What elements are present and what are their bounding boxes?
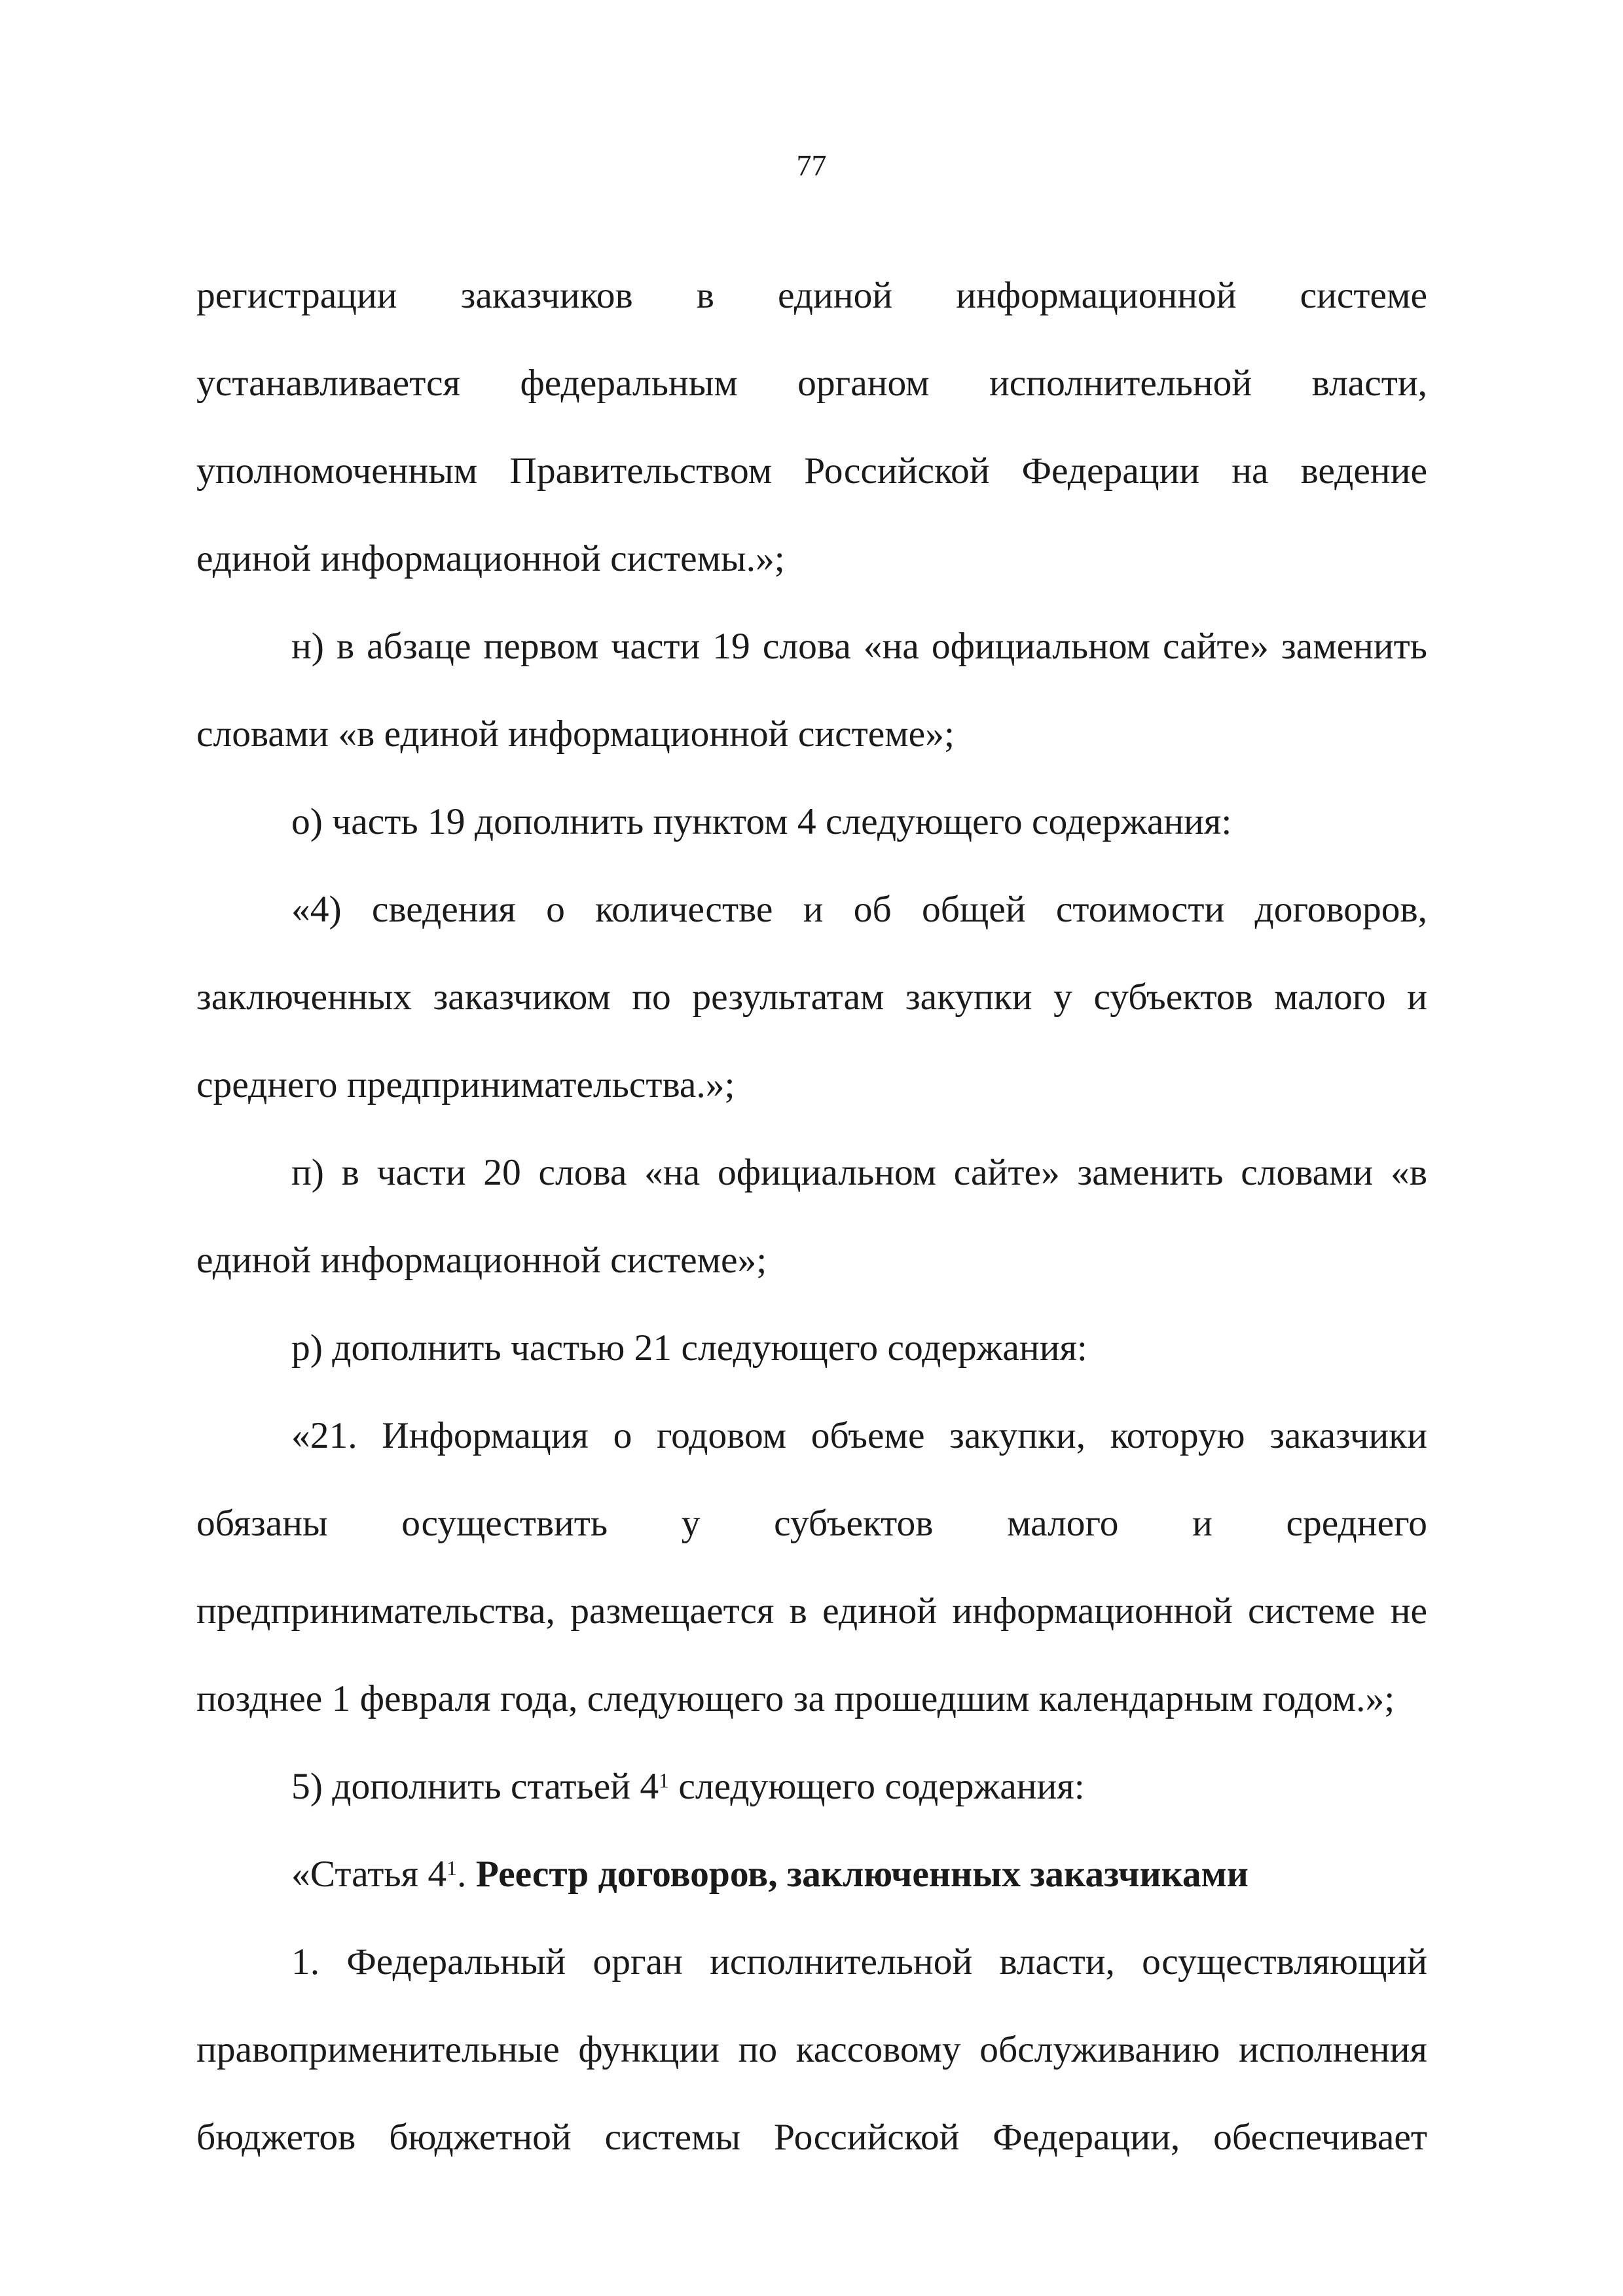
paragraph-1-start: 1. Федеральный орган исполнительной власти, осуществляющий: [291, 1941, 1427, 1982]
article-heading: [196, 1831, 1427, 1918]
text-line: позднее 1 февраля года, следующего за прошедшим календарным годом.»;: [196, 1678, 1395, 1719]
paragraph-r: р) дополнить частью 21 следующего содержания:: [291, 1327, 1087, 1369]
text-line: среднего предпринимательства.»;: [196, 1064, 735, 1105]
article-label: «Статья 4: [291, 1854, 447, 1895]
text-line: единой информационной системы.»;: [196, 538, 785, 579]
text-line: правоприменительные функции по кассовому обслуживанию исполнения: [196, 2029, 1427, 2070]
paragraph-o: о) часть 19 дополнить пунктом 4 следующего содержания:: [291, 801, 1232, 842]
document-body: [196, 252, 1427, 2181]
text-line: устанавливается федеральным органом исполнительной власти,: [196, 363, 1427, 404]
text-line: уполномоченным Правительством Российской Федерации на ведение: [196, 450, 1427, 492]
article-title: Реестр договоров, заключенных заказчиками: [475, 1854, 1249, 1895]
paragraph-p-start: п) в части 20 слова «на официальном сайте» заменить словами «в: [291, 1152, 1427, 1193]
text-fragment: .: [456, 1854, 476, 1895]
text-fragment: 5) дополнить статьей 4: [291, 1766, 659, 1807]
text-line: обязаны осуществить у субъектов малого и среднего: [196, 1503, 1427, 1544]
superscript: 1: [447, 1856, 457, 1880]
paragraph-5: [196, 1743, 1427, 1831]
text-fragment: следующего содержания:: [668, 1766, 1085, 1807]
text-line: единой информационной системе»;: [196, 1240, 767, 1281]
superscript: 1: [659, 1768, 669, 1792]
text-line: предпринимательства, размещается в единой информационной системе не: [196, 1590, 1427, 1632]
page-number: 77: [796, 149, 827, 182]
text-line: регистрации заказчиков в единой информационной системе: [196, 275, 1427, 316]
paragraph-part-21-start: «21. Информация о годовом объеме закупки, которую заказчики: [291, 1415, 1427, 1456]
text-line: словами «в единой информационной системе»;: [196, 713, 955, 755]
text-line: бюджетов бюджетной системы Российской Федерации, обеспечивает: [196, 2117, 1427, 2158]
paragraph-item-4-start: «4) сведения о количестве и об общей стоимости договоров,: [291, 889, 1427, 930]
text-line: заключенных заказчиком по результатам закупки у субъектов малого и: [196, 977, 1427, 1018]
paragraph-n-start: н) в абзаце первом части 19 слова «на официальном сайте» заменить: [291, 626, 1427, 667]
